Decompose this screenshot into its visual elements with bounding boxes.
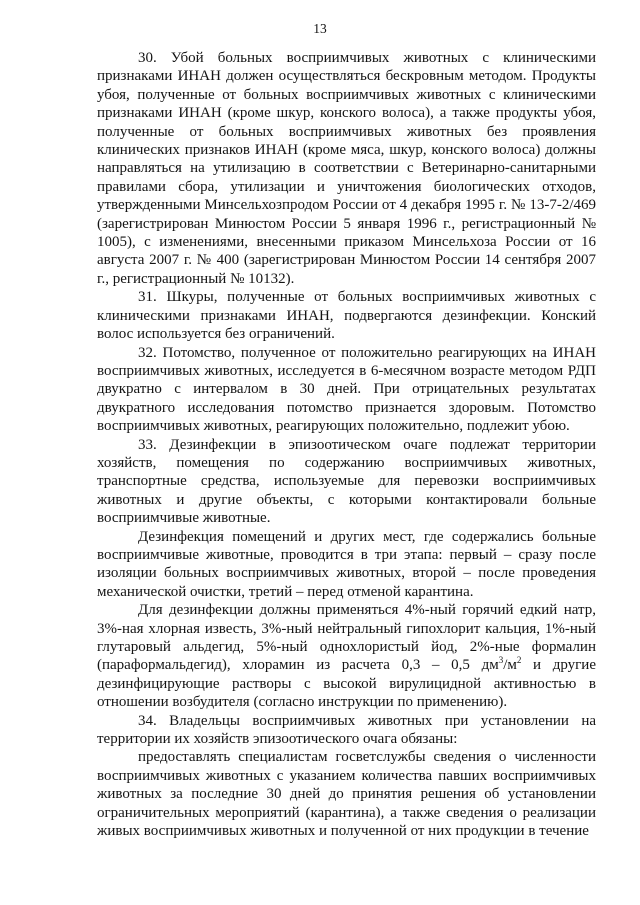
page-number: 13 <box>313 21 327 36</box>
superscript-3: 3 <box>498 655 504 666</box>
document-body <box>97 49 596 840</box>
superscript-2: 2 <box>516 655 522 666</box>
disinfectants-text-3: и другие дезинфицирующие растворы с высокой вирулицидной активностью в отношении возбудителя (согласно инструкции по применению). <box>97 657 596 711</box>
paragraph-31: 31. Шкуры, полученные от больных восприимчивых животных с клиническими признаками ИНАН, подвергаются дезинфекции. Конский волос используется без ограничений. <box>97 289 596 343</box>
paragraph-30: 30. Убой больных восприимчивых животных с клиническими признаками ИНАН должен осуществляться бескровным методом. Продукты убоя, полученные от больных восприимчивых животных с клиническими признаками ИНАН (кроме шкур, конского волоса), а также продукты убоя, полученные от больных восприимчивых животных без проявления клинических признаков ИНАН (кроме мяса, шкур, конского волоса) должны направляться на утилизацию в соответствии с Ветеринарно-санитарными правилами сбора, утилизации и уничтожения биологических отходов, утвержденными Минсельхозпродом России от 4 декабря 1995 г. № 13-7-2/469 (зарегистрирован Минюстом России 5 января 1996 г., регистрационный № 1005), с изменениями, внесенными приказом Минсельхоза России от 16 августа 2007 г. № 400 (зарегистрирован Минюстом России 14 сентября 2007 г., регистрационный № 10132). <box>97 50 596 287</box>
paragraph-34: 34. Владельцы восприимчивых животных при установлении на территории их хозяйств эпизоотического очага обязаны: <box>97 712 596 748</box>
paragraph-33: 33. Дезинфекции в эпизоотическом очаге подлежат территории хозяйств, помещения по содержанию восприимчивых животных, транспортные средства, используемые для перевозки восприимчивых животных и другие объекты, с которыми контактировали больные восприимчивые животные. <box>97 436 596 527</box>
disinfectants-text-2: /м <box>503 657 517 674</box>
paragraph-owners-duties: предоставлять специалистам госветслужбы сведения о численности восприимчивых животных с указанием количества павших восприимчивых животных за последние 30 дней до принятия решения об установлении ограничительных мероприятий (карантина), а также сведения о реализации живых восприимчивых животных и полученной от них продукции в течение <box>97 749 596 840</box>
paragraph-32: 32. Потомство, полученное от положительно реагирующих на ИНАН восприимчивых животных, исследуется в 6-месячном возрасте методом РДП двукратно с интервалом в 30 дней. При отрицательных результатах двукратного исследования потомство признается здоровым. Потомство восприимчивых животных, реагирующих положительно, подлежит убою. <box>97 344 596 435</box>
paragraph-disinfectants <box>97 601 596 711</box>
disinfectants-text-1: Для дезинфекции должны применяться 4%-ный горячий едкий натр, 3%-ная хлорная известь, 3%-ный нейтральный гипохлорит кальция, 1%-ный глутаровый альдегид, 5%-ный однохлористый йод, 2%-ные формалин (параформальдегид), хлорамин из расчета 0,3 – 0,5 дм <box>97 602 596 674</box>
paragraph-disinfection-stages: Дезинфекция помещений и других мест, где содержались больные восприимчивые животные, проводится в три этапа: первый – сразу после изоляции больных восприимчивых животных, второй – после проведения механической очистки, третий – перед отменой карантина. <box>97 528 596 600</box>
